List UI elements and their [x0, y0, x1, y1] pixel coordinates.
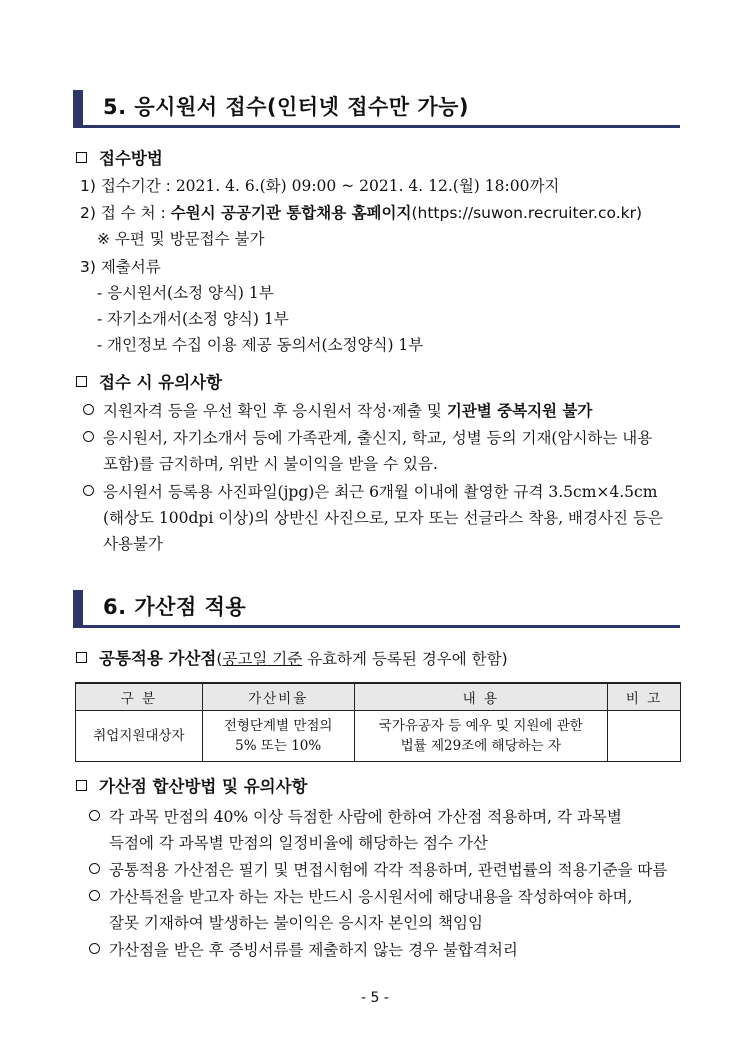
heading-underline: [73, 625, 680, 628]
circle-bullet-icon: [83, 431, 94, 442]
caution-item-3-cont: 사용불가: [103, 535, 163, 553]
caution-item-1: 지원자격 등을 우선 확인 후 응시원서 작성·제출 및 기관별 중복지원 불가: [83, 400, 592, 422]
subheading-bonus-method: 가산점 합산방법 및 유의사항: [76, 776, 308, 798]
bonus-item-4: 가산점을 받은 후 증빙서류를 제출하지 않는 경우 불합격처리: [89, 939, 518, 961]
circle-bullet-icon: [83, 404, 94, 415]
period-line: 1) 접수기간 : 2021. 4. 6.(화) 09:00 ~ 2021. 4. 12.(월) 18:00까지: [80, 177, 560, 195]
square-bullet-icon: [76, 652, 87, 663]
heading-underline: [73, 125, 680, 128]
bonus-item-1-cont: 득점에 각 과목별 만점의 일정비율에 해당하는 점수 가산: [109, 834, 488, 852]
square-bullet-icon: [76, 152, 87, 163]
section-5-title: 5. 응시원서 접수(인터넷 접수만 가능): [103, 95, 470, 119]
caution-item-3: 응시원서 등록용 사진파일(jpg)은 최근 6개월 이내에 촬영한 규격 3.5cm×4.5cm: [83, 481, 657, 503]
cell-ratio: 전형단계별 만점의 5% 또는 10%: [202, 711, 354, 762]
bonus-table: [75, 682, 681, 762]
square-bullet-icon: [76, 376, 87, 387]
cell-content: 국가유공자 등 예우 및 지원에 관한 법률 제29조에 해당하는 자: [354, 711, 608, 762]
bonus-item-3-cont: 잘못 기재하여 발생하는 불이익은 응시자 본인의 책임임: [109, 914, 483, 932]
column-header: 내 용: [354, 683, 608, 711]
column-header: 비 고: [608, 683, 681, 711]
subheading-method: 접수방법: [76, 148, 163, 170]
section-6-title: 6. 가산점 적용: [103, 595, 247, 619]
doc-item: - 응시원서(소정 양식) 1부: [97, 284, 274, 302]
square-bullet-icon: [76, 780, 87, 791]
bonus-item-2: 공통적용 가산점은 필기 및 면접시험에 각각 적용하며, 관련법률의 적용기준을 따름: [89, 859, 667, 881]
bonus-item-3: 가산특전을 받고자 하는 자는 반드시 응시원서에 해당내용을 작성하여야 하며,: [89, 886, 632, 908]
place-note: ※ 우편 및 방문접수 불가: [97, 230, 265, 248]
heading-accent-bar: [73, 90, 83, 126]
page-number: - 5 -: [361, 990, 389, 1006]
docs-heading: 3) 제출서류: [80, 258, 161, 276]
circle-bullet-icon: [89, 890, 100, 901]
column-header: 구 분: [76, 683, 203, 711]
table-row: [76, 711, 681, 762]
doc-item: - 자기소개서(소정 양식) 1부: [97, 310, 289, 328]
cell-note: [608, 711, 681, 762]
circle-bullet-icon: [89, 943, 100, 954]
caution-item-2-cont: 포함)를 금지하며, 위반 시 불이익을 받을 수 있음.: [103, 455, 438, 473]
column-header: 가산비율: [202, 683, 354, 711]
circle-bullet-icon: [89, 863, 100, 874]
circle-bullet-icon: [89, 810, 100, 821]
caution-item-3-cont: (해상도 100dpi 이상)의 상반신 사진으로, 모자 또는 선글라스 착용, 배경사진 등은: [103, 509, 663, 527]
circle-bullet-icon: [83, 485, 94, 496]
place-line: 2) 접 수 처 : 수원시 공공기관 통합채용 홈페이지(https://suwon.recruiter.co.kr): [80, 204, 643, 222]
heading-accent-bar: [73, 590, 83, 626]
section-6-heading: [73, 590, 680, 626]
caution-item-2: 응시원서, 자기소개서 등에 가족관계, 출신지, 학교, 성별 등의 기재(암시하는 내용: [83, 427, 652, 449]
doc-item: - 개인정보 수집 이용 제공 동의서(소정양식) 1부: [97, 336, 424, 354]
subheading-cautions: 접수 시 유의사항: [76, 372, 222, 394]
subheading-common-bonus: 공통적용 가산점(공고일 기준 유효하게 등록된 경우에 한함): [76, 648, 508, 670]
cell-category: 취업지원대상자: [76, 711, 203, 762]
table-header-row: [76, 683, 681, 711]
bonus-item-1: 각 과목 만점의 40% 이상 득점한 사람에 한하여 가산점 적용하며, 각 과목별: [89, 806, 622, 828]
section-5-heading: [73, 90, 680, 126]
